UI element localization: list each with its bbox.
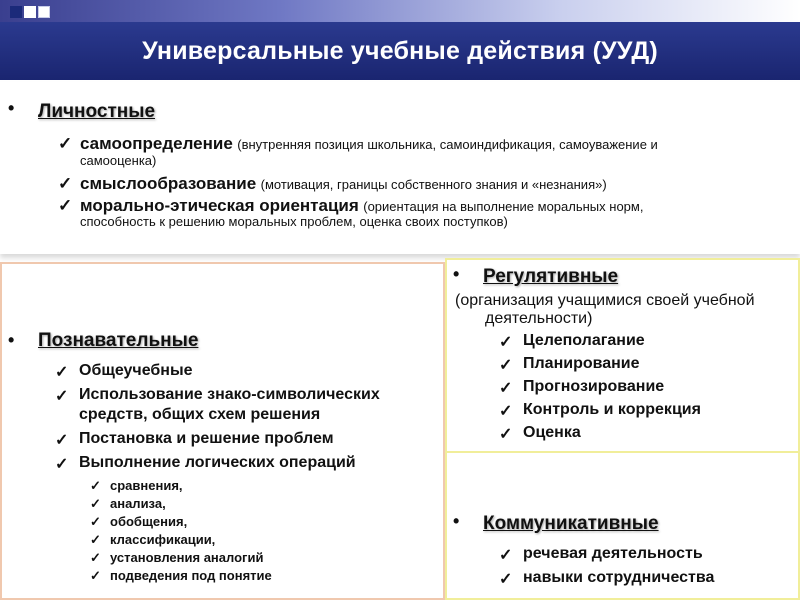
personal-term: смыслообразование	[80, 174, 257, 193]
top-decor-strip	[0, 0, 800, 22]
checkmark-icon: ✓	[499, 403, 513, 420]
communicative-item: речевая деятельность	[523, 545, 703, 562]
checkmark-icon: ✓	[90, 532, 101, 547]
checkmark-icon: ✓	[499, 426, 513, 443]
cognitive-item: Постановка и решение проблем	[79, 430, 334, 447]
regulatory-item: Контроль и коррекция	[523, 401, 701, 418]
decor-square	[38, 6, 50, 18]
checkmark-icon: ✓	[55, 364, 69, 381]
checkmark-icon: ✓	[90, 568, 101, 583]
personal-heading: Личностные	[38, 101, 156, 122]
checkmark-icon: ✓	[90, 514, 101, 529]
checkmark-icon: ✓	[55, 388, 69, 405]
title-bar	[0, 22, 800, 80]
bullet-icon: •	[8, 330, 15, 350]
checkmark-icon: ✓	[58, 134, 73, 153]
personal-item	[80, 196, 643, 216]
cognitive-item-cont: средств, общих схем решения	[79, 406, 321, 423]
regulatory-item: Целеполагание	[523, 332, 645, 349]
communicative-panel	[445, 453, 800, 600]
cognitive-subitem: подведения под понятие	[110, 568, 272, 583]
cognitive-subitem: сравнения,	[110, 478, 183, 493]
decor-square	[24, 6, 36, 18]
cognitive-subitem: классификации,	[110, 532, 216, 547]
checkmark-icon: ✓	[90, 496, 101, 511]
slide-title: Универсальные учебные действия (УУД)	[142, 36, 658, 65]
communicative-heading: Коммуникативные	[483, 513, 659, 534]
personal-desc: (внутренняя позиция школьника, самоиндификация, самоуважение и	[237, 137, 658, 152]
checkmark-icon: ✓	[55, 456, 69, 473]
checkmark-icon: ✓	[499, 334, 513, 351]
personal-desc: (мотивация, границы собственного знания и «незнания»)	[260, 177, 607, 192]
personal-term: морально-этическая ориентация	[80, 196, 359, 215]
cognitive-subitem: установления аналогий	[110, 550, 264, 565]
cognitive-subitem: обобщения,	[110, 514, 188, 529]
personal-item	[80, 134, 658, 154]
bullet-icon: •	[453, 511, 460, 531]
personal-desc-cont: способность к решению моральных проблем, оценка своих поступков)	[80, 214, 508, 229]
checkmark-icon: ✓	[499, 571, 513, 588]
personal-item	[80, 174, 607, 194]
communicative-item: навыки сотрудничества	[523, 569, 715, 586]
cognitive-subitem: анализа,	[110, 496, 166, 511]
regulatory-item: Планирование	[523, 355, 640, 372]
bullet-icon: •	[8, 98, 15, 118]
checkmark-icon: ✓	[90, 550, 101, 565]
regulatory-desc-cont: деятельности)	[485, 310, 593, 327]
checkmark-icon: ✓	[55, 432, 69, 449]
cognitive-item: Общеучебные	[79, 362, 193, 379]
cognitive-item: Использование знако-символических	[79, 386, 380, 403]
regulatory-item: Оценка	[523, 424, 581, 441]
regulatory-item: Прогнозирование	[523, 378, 665, 395]
decor-square	[10, 6, 22, 18]
checkmark-icon: ✓	[58, 174, 73, 193]
personal-term: самоопределение	[80, 134, 233, 153]
checkmark-icon: ✓	[499, 547, 513, 564]
regulatory-panel	[445, 258, 800, 453]
personal-desc: (ориентация на выполнение моральных норм,	[363, 199, 644, 214]
cognitive-panel	[0, 262, 445, 600]
checkmark-icon: ✓	[499, 357, 513, 374]
checkmark-icon: ✓	[90, 478, 101, 493]
personal-desc-cont: самооценка)	[80, 153, 157, 168]
bullet-icon: •	[453, 264, 460, 284]
cognitive-heading: Познавательные	[38, 330, 199, 351]
personal-panel	[0, 82, 800, 254]
checkmark-icon: ✓	[499, 380, 513, 397]
regulatory-heading: Регулятивные	[483, 266, 619, 287]
regulatory-desc: (организация учащимися своей учебной	[455, 292, 755, 309]
checkmark-icon: ✓	[58, 196, 73, 215]
cognitive-item: Выполнение логических операций	[79, 454, 356, 471]
